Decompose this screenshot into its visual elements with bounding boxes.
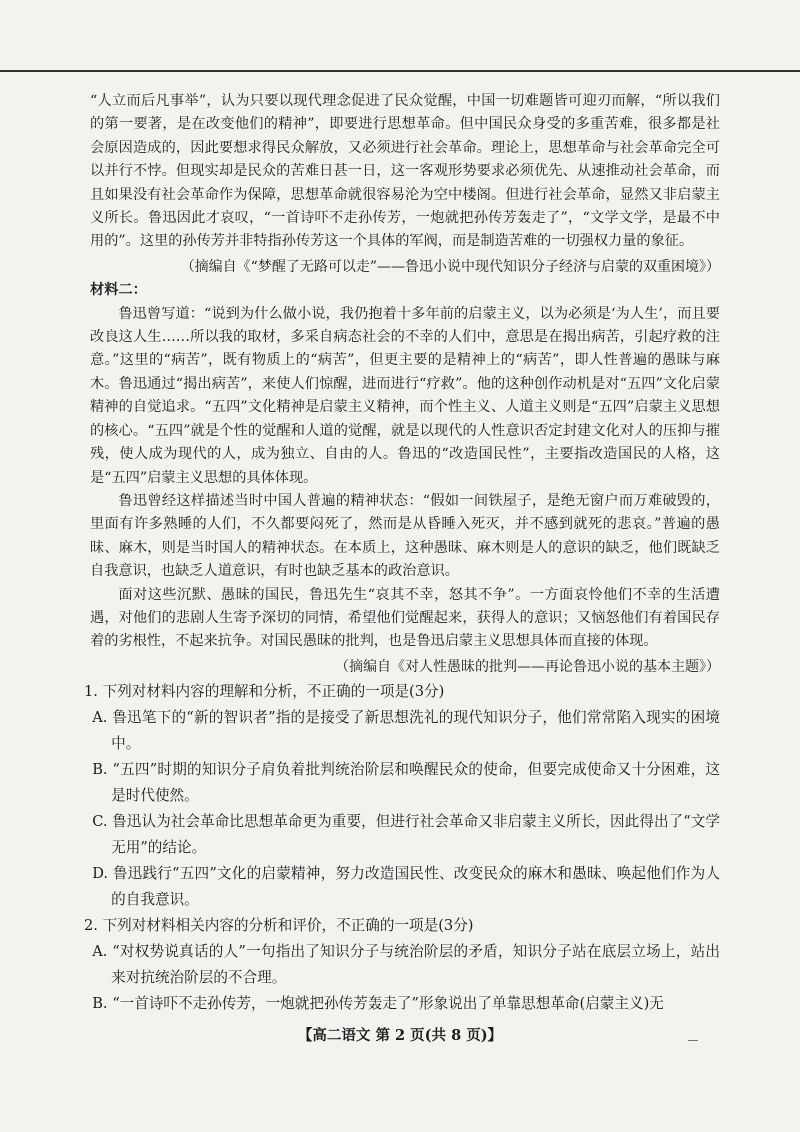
corner-mark: [688, 1040, 698, 1041]
material2-paragraph-3: 面对这些沉默、愚昧的国民，鲁迅先生“哀其不幸，怒其不争”。一方面哀怜他们不幸的生活遭遇，对他们的悲剧人生寄予深切的同情，希望他们觉醒起来，获得人的意识；又恼怒他们有着国民存着的劣根性，不起来抗争。对国民愚昧的批判，也是鲁迅启蒙主义思想具体而直接的体现。: [90, 586, 720, 650]
material2-paragraph-1: 鲁迅曾写道：“说到为什么做小说，我仍抱着十多年前的启蒙主义，以为必须是‘为人生’，而且要改良这人生……所以我的取材，多采自病态社会的不幸的人们中，意思是在揭出病苦，引起疗救的注意。”这里的“病苦”，既有物质上的“病苦”，但更主要的是精神上的“病苦”，即人性普遍的愚昧与麻木。鲁迅通过“揭出病苦”，来使人们惊醒，进而进行“疗救”。他的这种创作动机是对“五四”文化启蒙精神的自觉追求。“五四”文化精神是启蒙主义精神，而个性主义、人道主义则是“五四”启蒙主义思想的核心。“五四”就是个性的觉醒和人道的觉醒，就是以现代的人性意识否定封建文化对人的压抑与摧残，使人成为现代的人，成为独立、自由的人。鲁迅的“改造国民性”，主要指改造国民的人格，这是“五四”启蒙主义思想的具体体现。: [90, 305, 720, 486]
material2-heading: 材料二：: [90, 282, 147, 299]
question-1-option-d: D. 鲁迅践行“五四”文化的启蒙精神，努力改造国民性、改变民众的麻木和愚昧、唤起他们作为人的自我意识。: [92, 865, 720, 909]
material2-source: （摘编自《对人性愚昧的批判——再论鲁迅小说的基本主题》）: [335, 658, 720, 675]
header-rule: [0, 70, 800, 72]
page-footer: 【高二语文 第 2 页(共 8 页)】: [297, 1027, 503, 1044]
question-2-stem: 2. 下列对材料相关内容的分析和评价，不正确的一项是(3分): [84, 917, 474, 935]
question-2-option-a: A. “对权势说真话的人”一句指出了知识分子与统治阶层的矛盾，知识分子站在底层立场上，站出来对抗统治阶层的不合理。: [92, 943, 720, 987]
page-body: [84, 90, 720, 1017]
question-1-option-c: C. 鲁迅认为社会革命比思想革命更为重要，但进行社会革命又非启蒙主义所长，因此得出了“文学无用”的结论。: [92, 813, 720, 857]
question-2-option-b: B. “一首诗吓不走孙传芳，一炮就把孙传芳轰走了”形象说出了单靠思想革命(启蒙主义)无: [92, 995, 664, 1013]
question-1-option-a: A. 鲁迅笔下的“新的智识者”指的是接受了新思想洗礼的现代知识分子，他们常常陷入现实的困境中。: [92, 709, 720, 753]
question-1-stem: 1. 下列对材料内容的理解和分析，不正确的一项是(3分): [84, 683, 445, 701]
material1-source: （摘编自《“梦醒了无路可以走”——鲁迅小说中现代知识分子经济与启蒙的双重困境》）: [180, 258, 720, 275]
question-1-option-b: B. “五四”时期的知识分子肩负着批判统治阶层和唤醒民众的使命，但要完成使命又十分困难，这是时代使然。: [92, 761, 720, 805]
material1-paragraph: “人立而后凡事举”，认为只要以现代理念促进了民众觉醒，中国一切难题皆可迎刃而解，“所以我们的第一要著，是在改变他们的精神”，即要进行思想革命。但中国民众身受的多重苦难，很多都是社会原因造成的，因此要想求得民众解放，又必须进行社会革命。理论上，思想革命与社会革命完全可以并行不悖。但现实却是民众的苦难日甚一日，这一客观形势要求必须优先、从速推动社会革命，而且如果没有社会革命作为保障，思想革命就很容易沦为空中楼阁。但进行社会革命，显然又非启蒙主义所长。鲁迅因此才哀叹，“一首诗吓不走孙传芳，一炮就把孙传芳轰走了”，“文学文学，是最不中用的”。这里的孙传芳并非特指孙传芳这一个具体的军阀，而是制造苦难的一切强权力量的象征。: [90, 93, 720, 250]
material2-paragraph-2: 鲁迅曾经这样描述当时中国人普遍的精神状态：“假如一间铁屋子，是绝无窗户而万难破毁的，里面有许多熟睡的人们，不久都要闷死了，然而是从昏睡入死灭，并不感到就死的悲哀。”普遍的愚昧、麻木，则是当时国人的精神状态。在本质上，这种愚昧、麻木则是人的意识的缺乏，他们既缺乏自我意识，也缺乏人道意识，有时也缺乏基本的政治意识。: [90, 492, 720, 580]
